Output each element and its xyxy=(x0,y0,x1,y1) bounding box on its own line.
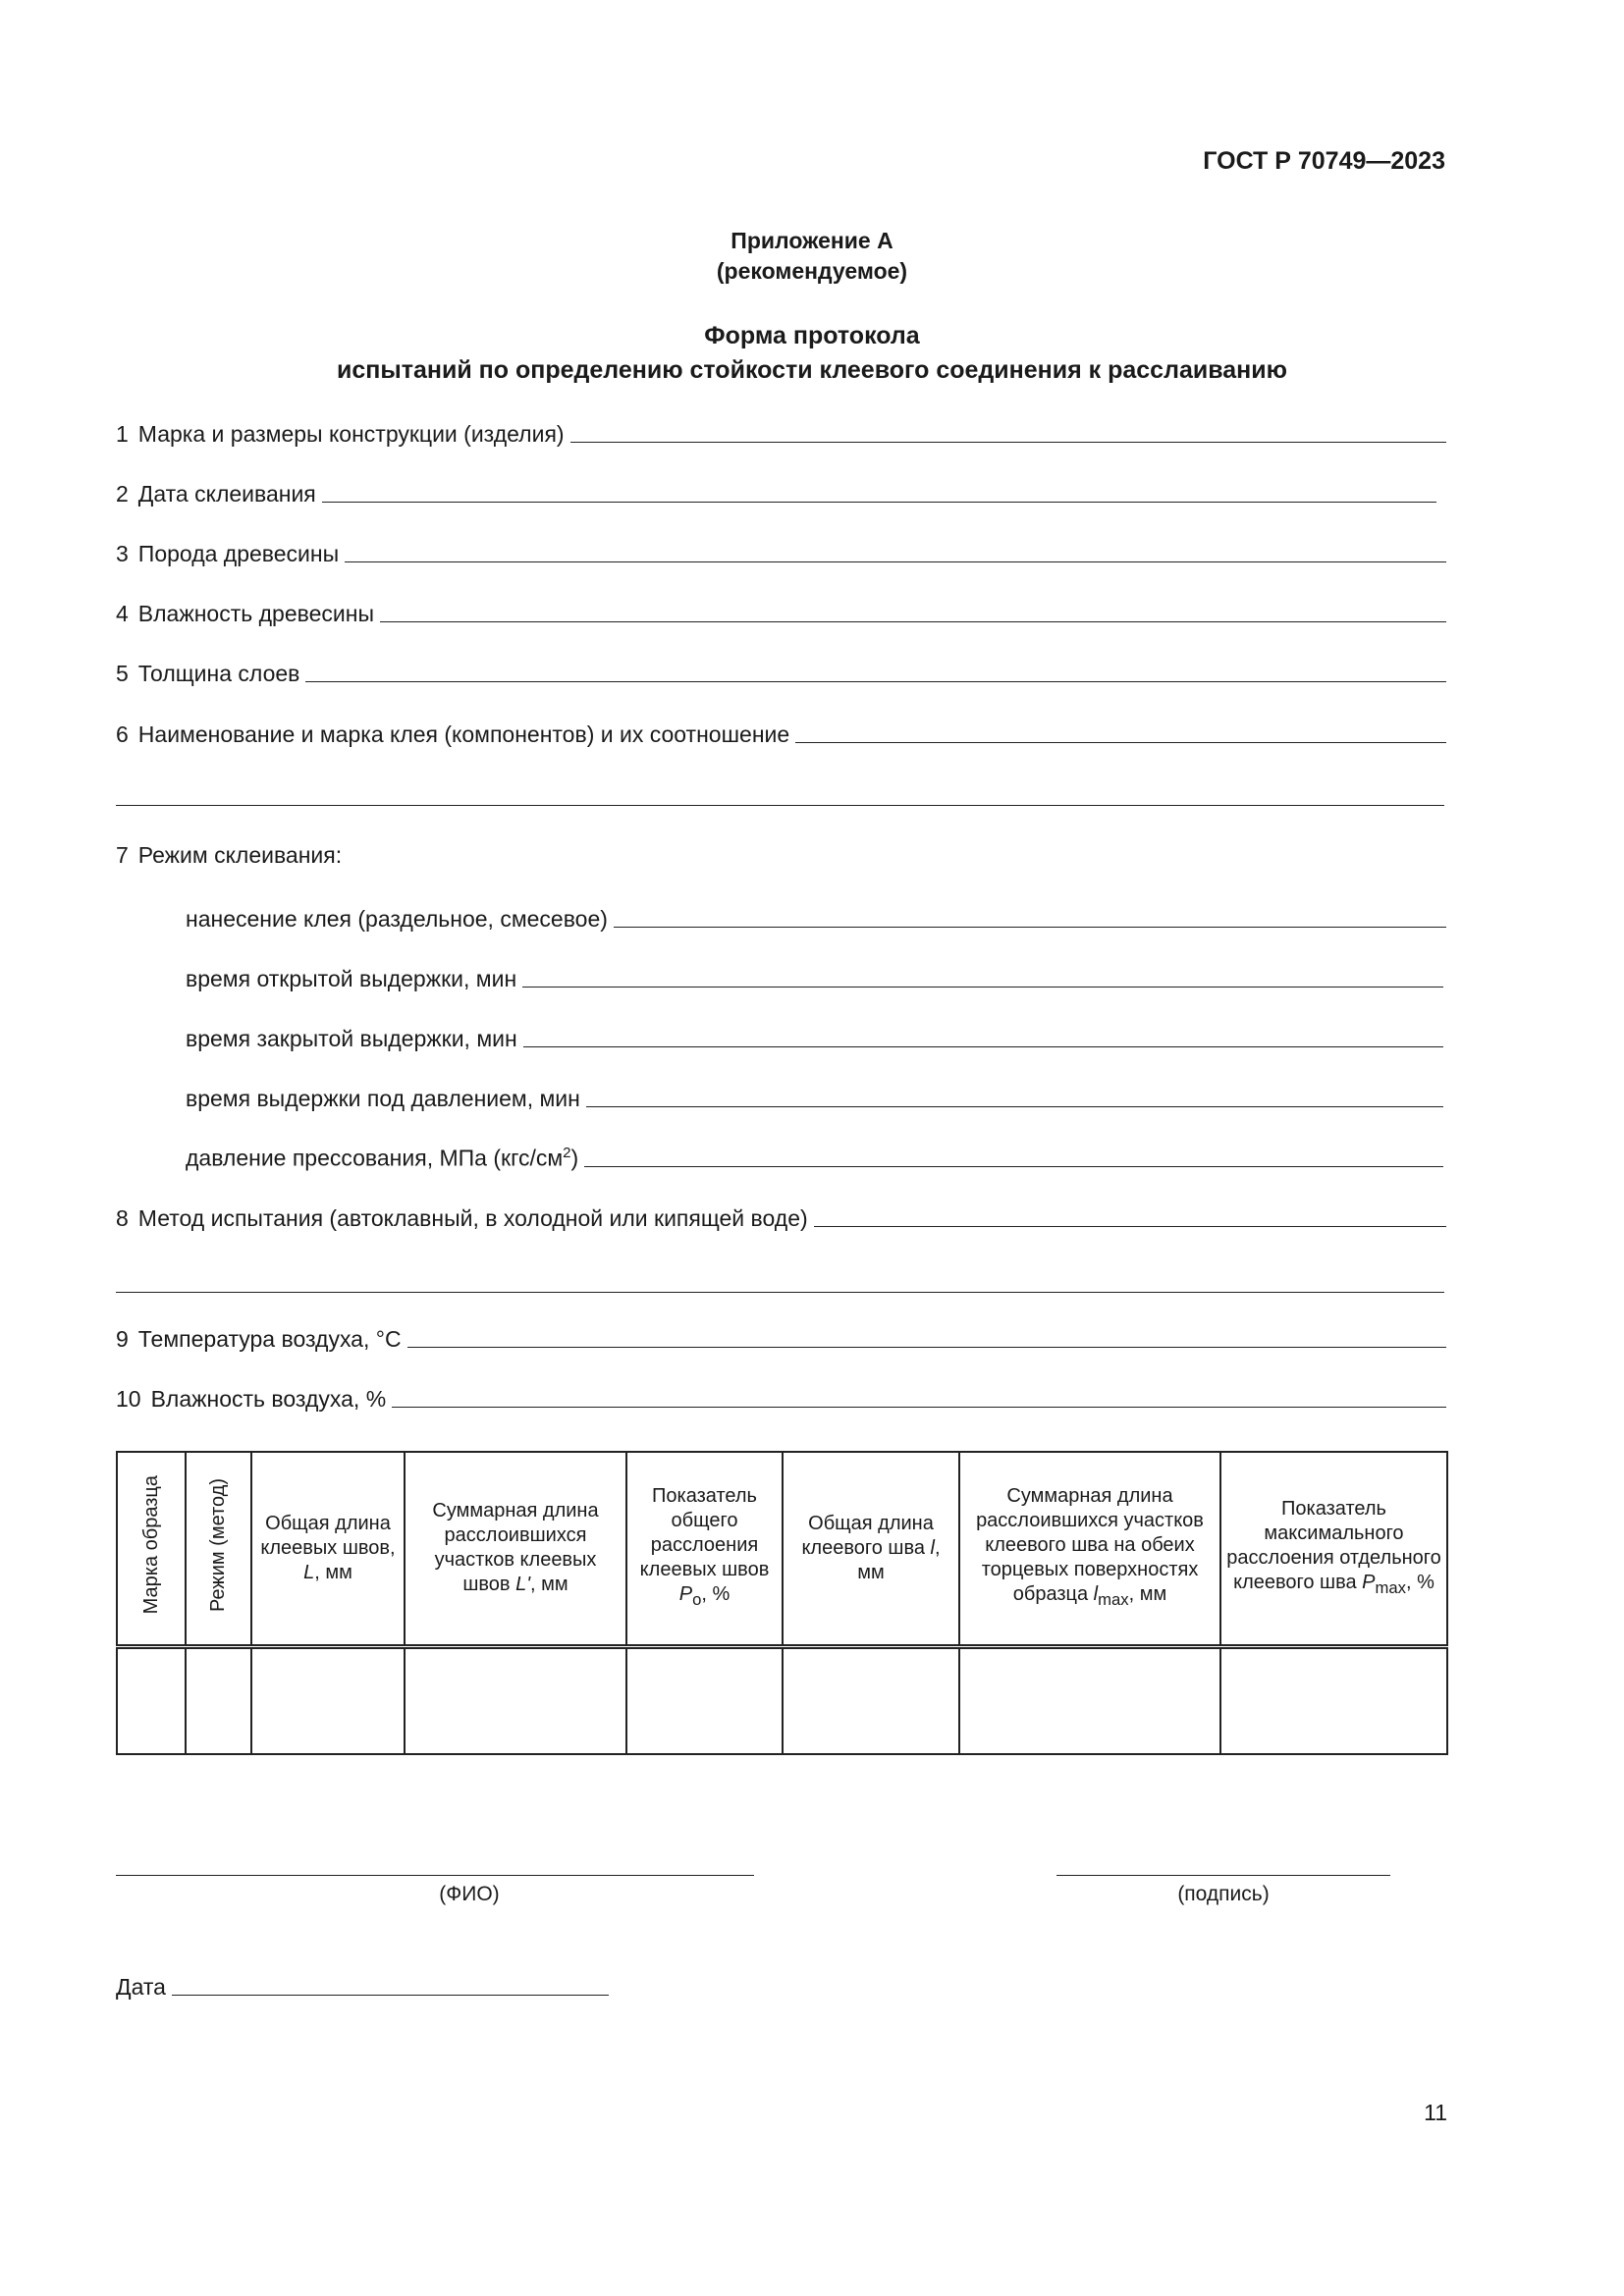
page-number: 11 xyxy=(1424,2100,1447,2125)
field-number: 6 xyxy=(116,721,129,747)
field-number: 2 xyxy=(116,481,129,507)
field-air-temperature[interactable] xyxy=(116,1321,1446,1353)
annex-title: Приложение А xyxy=(731,228,893,253)
fill-line[interactable] xyxy=(795,741,1446,743)
table-cell[interactable] xyxy=(251,1646,405,1754)
field-label: Порода древесины xyxy=(137,541,340,566)
field-number: 4 xyxy=(116,601,129,626)
signature-caption: (подпись) xyxy=(1177,1883,1270,1905)
table-cell[interactable] xyxy=(186,1646,251,1754)
col-total-delamination: Показатель общего расслоения клеевых швов $P_о$, % xyxy=(626,1452,783,1646)
fill-line[interactable] xyxy=(570,441,1446,443)
fill-line-continuation[interactable] xyxy=(116,805,1444,806)
fill-line[interactable] xyxy=(407,1346,1446,1348)
col-sample-mark: Марка образца xyxy=(117,1452,186,1646)
col-max-delamination: Показатель максимального расслоения отдельного клеевого шва $P_{max}$, % xyxy=(1220,1452,1447,1646)
fill-line[interactable] xyxy=(392,1406,1446,1408)
fill-line[interactable] xyxy=(345,561,1446,562)
field-pressure-time[interactable] xyxy=(186,1081,1443,1112)
field-label: время выдержки под давлением, мин xyxy=(186,1086,580,1111)
field-adhesive-application[interactable] xyxy=(186,901,1446,933)
table-cell[interactable] xyxy=(117,1646,186,1754)
field-label: время закрытой выдержки, мин xyxy=(186,1026,517,1051)
annex-subtitle: (рекомендуемое) xyxy=(716,258,908,284)
fio-caption: (ФИО) xyxy=(439,1883,500,1905)
protocol-table xyxy=(116,1451,1448,1755)
fill-line[interactable] xyxy=(586,1105,1443,1107)
date-label: Дата xyxy=(116,1974,166,2000)
field-air-humidity[interactable] xyxy=(116,1381,1446,1413)
field-date[interactable] xyxy=(116,1969,609,2001)
table-cell[interactable] xyxy=(405,1646,626,1754)
field-number: 8 xyxy=(116,1205,129,1231)
field-number: 9 xyxy=(116,1326,129,1352)
field-label: Наименование и марка клея (компонентов) и их соотношение xyxy=(137,721,790,747)
table-cell[interactable] xyxy=(783,1646,959,1754)
field-closed-time[interactable] xyxy=(186,1021,1443,1052)
field-label-sup: 2 xyxy=(563,1145,571,1162)
fill-line[interactable] xyxy=(380,620,1446,622)
fill-line-continuation[interactable] xyxy=(116,1292,1444,1293)
annex-heading xyxy=(0,226,1624,287)
table-cell[interactable] xyxy=(959,1646,1220,1754)
form-title-line1: Форма протокола xyxy=(704,322,920,349)
signature-line[interactable] xyxy=(1056,1875,1390,1876)
field-label: Влажность древесины xyxy=(137,601,374,626)
field-label: нанесение клея (раздельное, смесевое) xyxy=(186,906,608,932)
field-wood-moisture[interactable] xyxy=(116,596,1446,627)
col-total-length: Общая длина клеевых швов, L, мм xyxy=(251,1452,405,1646)
table-cell[interactable] xyxy=(1220,1646,1447,1754)
field-number: 7 xyxy=(116,842,129,868)
field-number: 10 xyxy=(116,1386,141,1412)
fill-line[interactable] xyxy=(523,1045,1443,1047)
col-delaminated-end-length: Суммарная длина расслоившихся участков клеевого шва на обеих торцевых поверхностях образца $l_{max}$, мм xyxy=(959,1452,1220,1646)
field-construction[interactable] xyxy=(116,416,1446,448)
field-gluing-mode xyxy=(116,842,342,869)
field-label: давление прессования, МПа (кгс/см xyxy=(186,1146,564,1171)
fill-line[interactable] xyxy=(172,1994,609,1996)
field-label: Дата склеивания xyxy=(137,481,316,507)
field-gluing-date[interactable] xyxy=(116,476,1436,507)
fill-line[interactable] xyxy=(522,986,1443,988)
field-wood-species[interactable] xyxy=(116,536,1446,567)
field-label: Влажность воздуха, % xyxy=(150,1386,387,1412)
field-number: 3 xyxy=(116,541,129,566)
fill-line[interactable] xyxy=(584,1165,1443,1167)
field-number: 5 xyxy=(116,661,129,686)
col-mode: Режим (метод) xyxy=(186,1452,251,1646)
table-row[interactable] xyxy=(117,1646,1447,1754)
field-label: Марка и размеры конструкции (изделия) xyxy=(137,421,565,447)
fio-line[interactable] xyxy=(116,1875,754,1876)
col-delaminated-length: Суммарная длина расслоившихся участков клеевых швов L', мм xyxy=(405,1452,626,1646)
field-label: Метод испытания (автоклавный, в холодной или кипящей воде) xyxy=(137,1205,808,1231)
field-number: 1 xyxy=(116,421,129,447)
field-layer-thickness[interactable] xyxy=(116,656,1446,687)
form-title xyxy=(0,319,1624,388)
col-seam-length: Общая длина клеевого шва l, мм xyxy=(783,1452,959,1646)
table-cell[interactable] xyxy=(626,1646,783,1754)
fill-line[interactable] xyxy=(614,926,1446,928)
field-label-end: ) xyxy=(570,1146,579,1171)
field-label: время открытой выдержки, мин xyxy=(186,966,517,991)
document-code: ГОСТ Р 70749—2023 xyxy=(1203,147,1445,175)
field-label: Толщина слоев xyxy=(137,661,300,686)
fill-line[interactable] xyxy=(305,680,1446,682)
form-title-line2: испытаний по определению стойкости клеевого соединения к расслаиванию xyxy=(336,356,1288,384)
field-adhesive[interactable] xyxy=(116,717,1446,748)
fill-line[interactable] xyxy=(814,1225,1446,1227)
field-press-pressure[interactable] xyxy=(186,1141,1443,1172)
field-label: Температура воздуха, °С xyxy=(137,1326,402,1352)
field-label: Режим склеивания: xyxy=(137,842,343,868)
fill-line[interactable] xyxy=(322,501,1436,503)
table-header-row xyxy=(117,1452,1447,1646)
field-open-time[interactable] xyxy=(186,961,1443,992)
field-test-method[interactable] xyxy=(116,1201,1446,1232)
